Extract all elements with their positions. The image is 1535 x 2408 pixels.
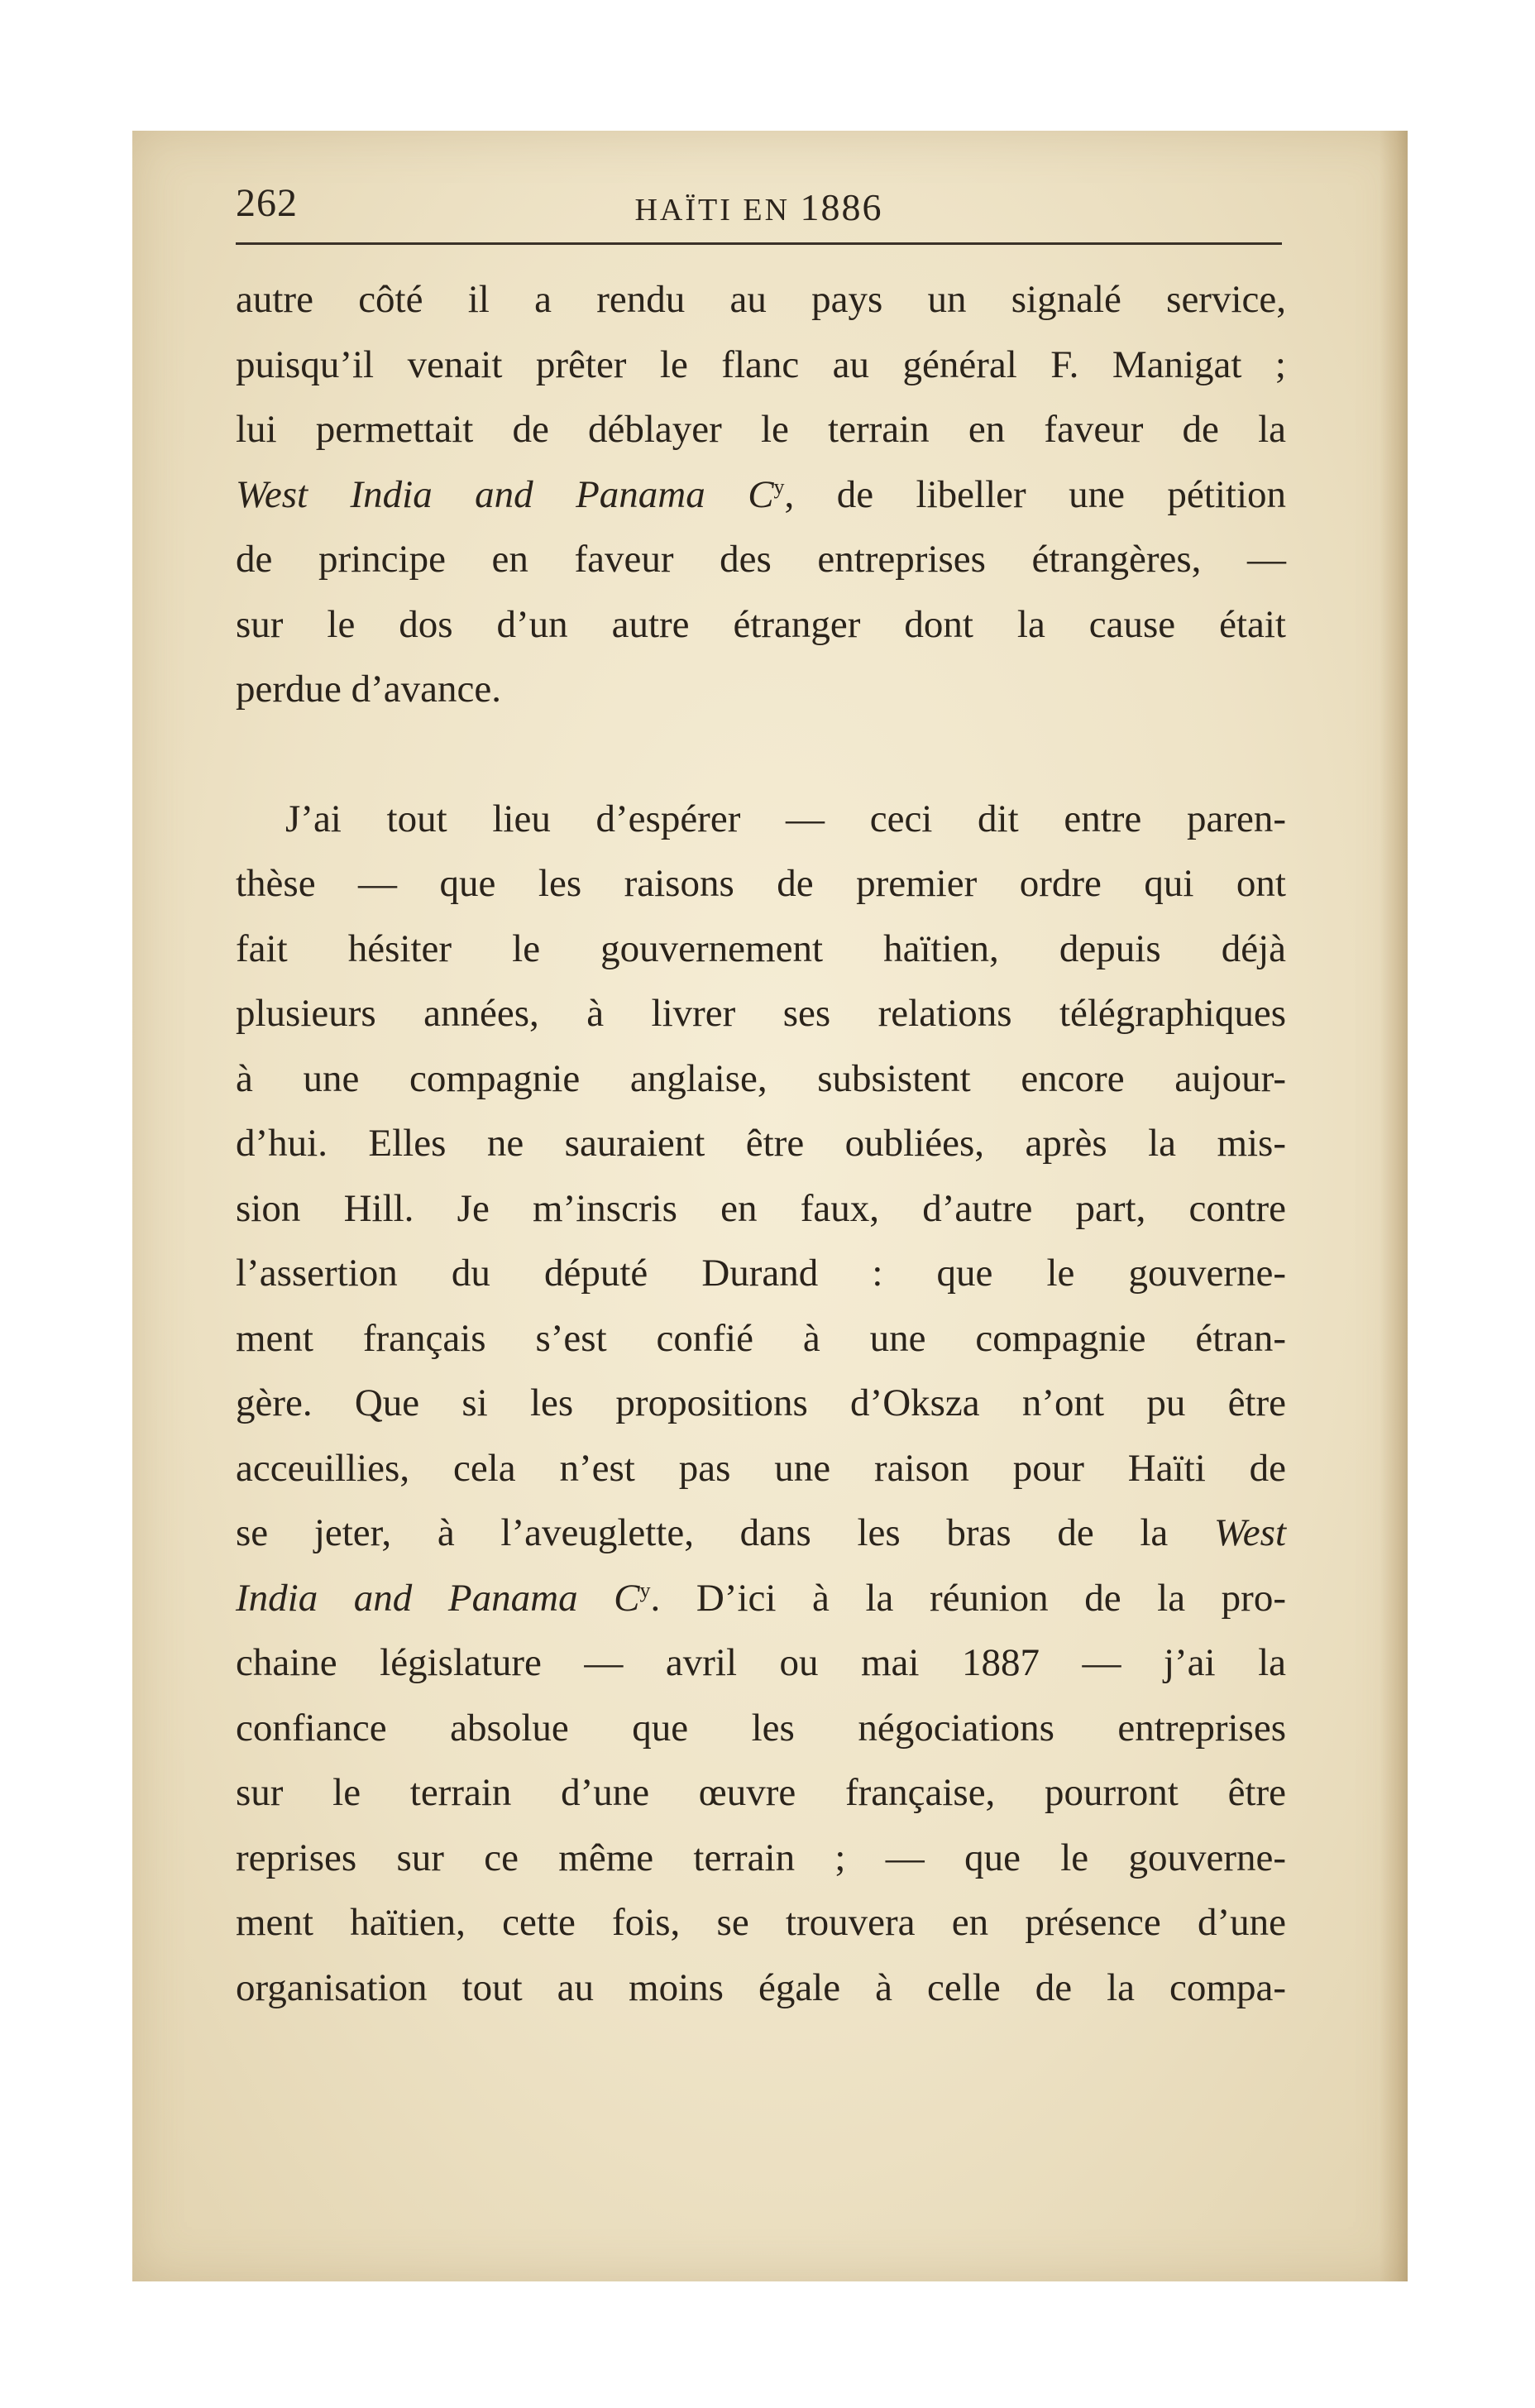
superscript-abbrev: y (639, 1577, 651, 1602)
italic-company-name: India and Panama C (236, 1576, 640, 1620)
text-line: sion Hill. Je m’inscris en faux, d’autre part, contre (236, 1186, 1286, 1230)
paragraph-gap (236, 722, 1286, 787)
italic-company-name: West (1213, 1511, 1286, 1554)
text-line: lui permettait de déblayer le terrain en faveur de la (236, 408, 1286, 451)
paragraph-1 (236, 267, 1286, 722)
text-line (236, 1566, 1286, 1631)
text-line: thèse — que les raisons de premier ordre qui ont (236, 862, 1286, 905)
text-line: autre côté il a rendu au pays un signalé service, (236, 278, 1286, 321)
text-line: ment français s’est confié à une compagnie étran- (236, 1316, 1286, 1360)
body-text (236, 267, 1286, 2020)
text-line (236, 1501, 1286, 1566)
italic-company-name: West India and Panama C (236, 472, 774, 516)
text-line: chaine législature — avril ou mai 1887 — j’ai la (236, 1641, 1286, 1684)
text-line: de principe en faveur des entreprises étrangères, — (236, 538, 1286, 581)
header-rule (236, 242, 1282, 245)
text-line: ment haïtien, cette fois, se trouvera en présence d’une (236, 1901, 1286, 1944)
text-line: plusieurs années, à livrer ses relations télégraphiques (236, 992, 1286, 1035)
page-number: 262 (236, 181, 298, 225)
text-line: J’ai tout lieu d’espérer — ceci dit entre paren- (285, 797, 1286, 840)
text-line: perdue d’avance. (236, 668, 501, 711)
text-line: acceuillies, cela n’est pas une raison pour Haïti de (236, 1446, 1286, 1490)
text-line: l’assertion du député Durand : que le gouverne- (236, 1252, 1286, 1295)
text-line: puisqu’il venait prêter le flanc au général F. Manigat ; (236, 342, 1286, 386)
text-line: reprises sur ce même terrain ; — que le gouverne- (236, 1836, 1286, 1879)
page-edge-shadow (1380, 131, 1408, 2281)
line-rest: , de libeller une pétition (784, 472, 1286, 516)
text-line (236, 462, 1286, 528)
text-line: organisation tout au moins égale à celle de la compa- (236, 1965, 1286, 2009)
text-line: à une compagnie anglaise, subsistent encore aujour- (236, 1056, 1286, 1100)
running-title-text: HAÏTI EN (634, 193, 791, 227)
text-line: d’hui. Elles ne sauraient être oubliées, après la mis- (236, 1122, 1286, 1165)
running-title (236, 185, 1282, 229)
line-rest: . D’ici à la réunion de la pro- (650, 1576, 1286, 1620)
paragraph-2 (236, 787, 1286, 2021)
text-line: sur le terrain d’une œuvre française, pourront être (236, 1771, 1286, 1814)
text-line: fait hésiter le gouvernement haïtien, depuis déjà (236, 926, 1286, 970)
book-page (132, 131, 1408, 2281)
superscript-abbrev: y (773, 474, 785, 499)
text-line: confiance absolue que les négociations entreprises (236, 1706, 1286, 1750)
running-title-year: 1886 (800, 186, 883, 228)
line-start: se jeter, à l’aveuglette, dans les bras de la (236, 1511, 1214, 1554)
text-line: sur le dos d’un autre étranger dont la cause était (236, 602, 1286, 646)
running-head (236, 180, 1282, 247)
text-line: gère. Que si les propositions d’Oksza n’ont pu être (236, 1381, 1286, 1424)
